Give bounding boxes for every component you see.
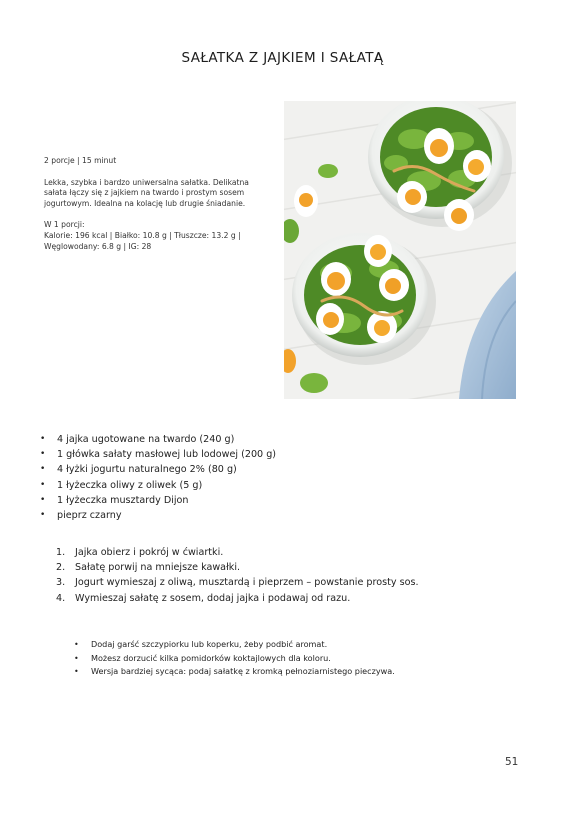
- bullet-icon: •: [40, 464, 46, 475]
- salad-photo: [284, 101, 516, 399]
- ingredient-item: • 4 jajka ugotowane na twardo (240 g): [40, 432, 276, 447]
- nutrition-heading: W 1 porcji:: [44, 220, 85, 230]
- step-item: 2. Sałatę porwij na mniejsze kawałki.: [56, 560, 419, 575]
- ingredient-item: • 1 łyżeczka musztardy Dijon: [40, 493, 276, 508]
- step-item: 3. Jogurt wymieszaj z oliwą, musztardą i pieprzem – powstanie prosty sos.: [56, 575, 419, 590]
- ingredient-item: • pieprz czarny: [40, 508, 276, 523]
- recipe-description: Lekka, szybka i bardzo uniwersalna sałatka. Delikatna sałata łączy się z jajkiem na twardo i prostym sosem jogurtowym. Idealna na kolację lub drugie śniadanie.: [44, 177, 249, 208]
- tips-list: [74, 638, 395, 679]
- bullet-icon: •: [74, 667, 79, 677]
- bullet-icon: •: [40, 449, 46, 460]
- page-number: 51: [505, 756, 519, 768]
- nutrition-facts: Kalorie: 196 kcal | Białko: 10.8 g | Tłuszcze: 13.2 g | Węglowodany: 6.8 g | IG: 28: [44, 230, 241, 251]
- bullet-icon: •: [40, 494, 46, 505]
- tip-item: • Wersja bardziej sycąca: podaj sałatkę z kromką pełnoziarnistego pieczywa.: [74, 665, 395, 679]
- steps-list: [56, 545, 419, 606]
- step-number: 1.: [56, 547, 66, 558]
- ingredient-item: • 1 główka sałaty masłowej lub lodowej (200 g): [40, 447, 276, 462]
- ingredients-list: [40, 432, 276, 523]
- bullet-icon: •: [40, 479, 46, 490]
- step-item: 1. Jajka obierz i pokrój w ćwiartki.: [56, 545, 419, 560]
- bullet-icon: •: [40, 509, 46, 520]
- bullet-icon: •: [74, 653, 79, 663]
- servings-time: 2 porcje | 15 minut: [44, 156, 117, 165]
- tip-item: • Dodaj garść szczypiorku lub koperku, żeby podbić aromat.: [74, 638, 395, 652]
- recipe-meta: [44, 156, 274, 252]
- ingredient-item: • 1 łyżeczka oliwy z oliwek (5 g): [40, 478, 276, 493]
- step-number: 3.: [56, 577, 66, 589]
- bullet-icon: •: [40, 434, 46, 444]
- step-item: 4. Wymieszaj sałatę z sosem, dodaj jajka i podawaj od razu.: [56, 591, 419, 606]
- tip-item: • Możesz dorzucić kilka pomidorków koktajlowych dla koloru.: [74, 652, 395, 666]
- step-number: 4.: [56, 592, 66, 604]
- ingredient-item: • 4 łyżki jogurtu naturalnego 2% (80 g): [40, 462, 276, 477]
- recipe-title: SAŁATKA Z JAJKIEM I SAŁATĄ: [181, 50, 384, 66]
- step-number: 2.: [56, 562, 66, 574]
- bullet-icon: •: [74, 640, 79, 649]
